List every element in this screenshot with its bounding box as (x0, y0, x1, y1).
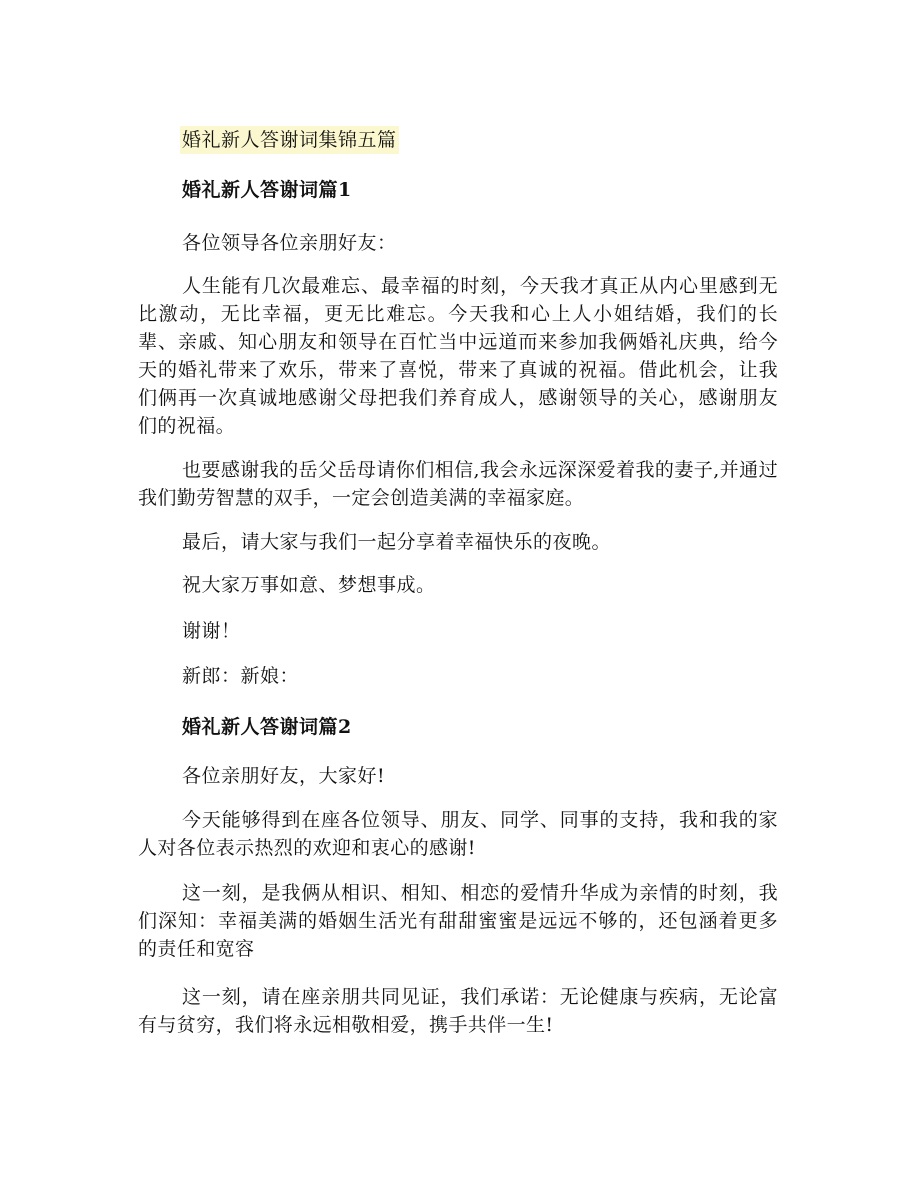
section-heading-2: 婚礼新人答谢词篇2 (182, 716, 352, 738)
section-2-paragraph-1: 今天能够得到在座各位领导、朋友、同学、同事的支持，我和我的家人对各位表示热烈的欢迎和衷心的感谢! (138, 809, 778, 859)
section-1-signature: 新郎：新娘： (182, 665, 300, 687)
section-2-greeting: 各位亲朋好友，大家好! (182, 765, 386, 787)
section-1-paragraph-1: 人生能有几次最难忘、最幸福的时刻，今天我才真正从内心里感到无比激动，无比幸福，更无比难忘。今天我和心上人小姐结婚，我们的长辈、亲戚、知心朋友和领导在百忙当中远道而来参加我俩婚礼庆典，给今天的婚礼带来了欢乐，带来了喜悦，带来了真诚的祝福。借此机会，让我们俩再一次真诚地感谢父母把我们养育成人，感谢领导的关心，感谢朋友们的祝福。 (138, 275, 778, 437)
section-1-paragraph-2: 也要感谢我的岳父岳母请你们相信,我会永远深深爱着我的妻子,并通过我们勤劳智慧的双手，一定会创造美满的幸福家庭。 (138, 459, 778, 509)
section-1-closing-1: 最后，请大家与我们一起分享着幸福快乐的夜晚。 (182, 531, 612, 553)
section-1-greeting: 各位领导各位亲朋好友： (182, 232, 397, 254)
section-2-paragraph-2: 这一刻，是我俩从相识、相知、相恋的爱情升华成为亲情的时刻，我们深知：幸福美满的婚姻生活光有甜甜蜜蜜是远远不够的，还包涵着更多的责任和宽容 (138, 882, 778, 960)
section-2-paragraph-3: 这一刻，请在座亲朋共同见证，我们承诺：无论健康与疾病，无论富有与贫穷，我们将永远相敬相爱，携手共伴一生! (138, 986, 778, 1036)
section-1-closing-2: 祝大家万事如意、梦想事成。 (182, 574, 436, 596)
section-1-closing-3: 谢谢！ (182, 620, 241, 642)
section-heading-1: 婚礼新人答谢词篇1 (182, 179, 352, 201)
document-title: 婚礼新人答谢词集锦五篇 (180, 126, 399, 154)
